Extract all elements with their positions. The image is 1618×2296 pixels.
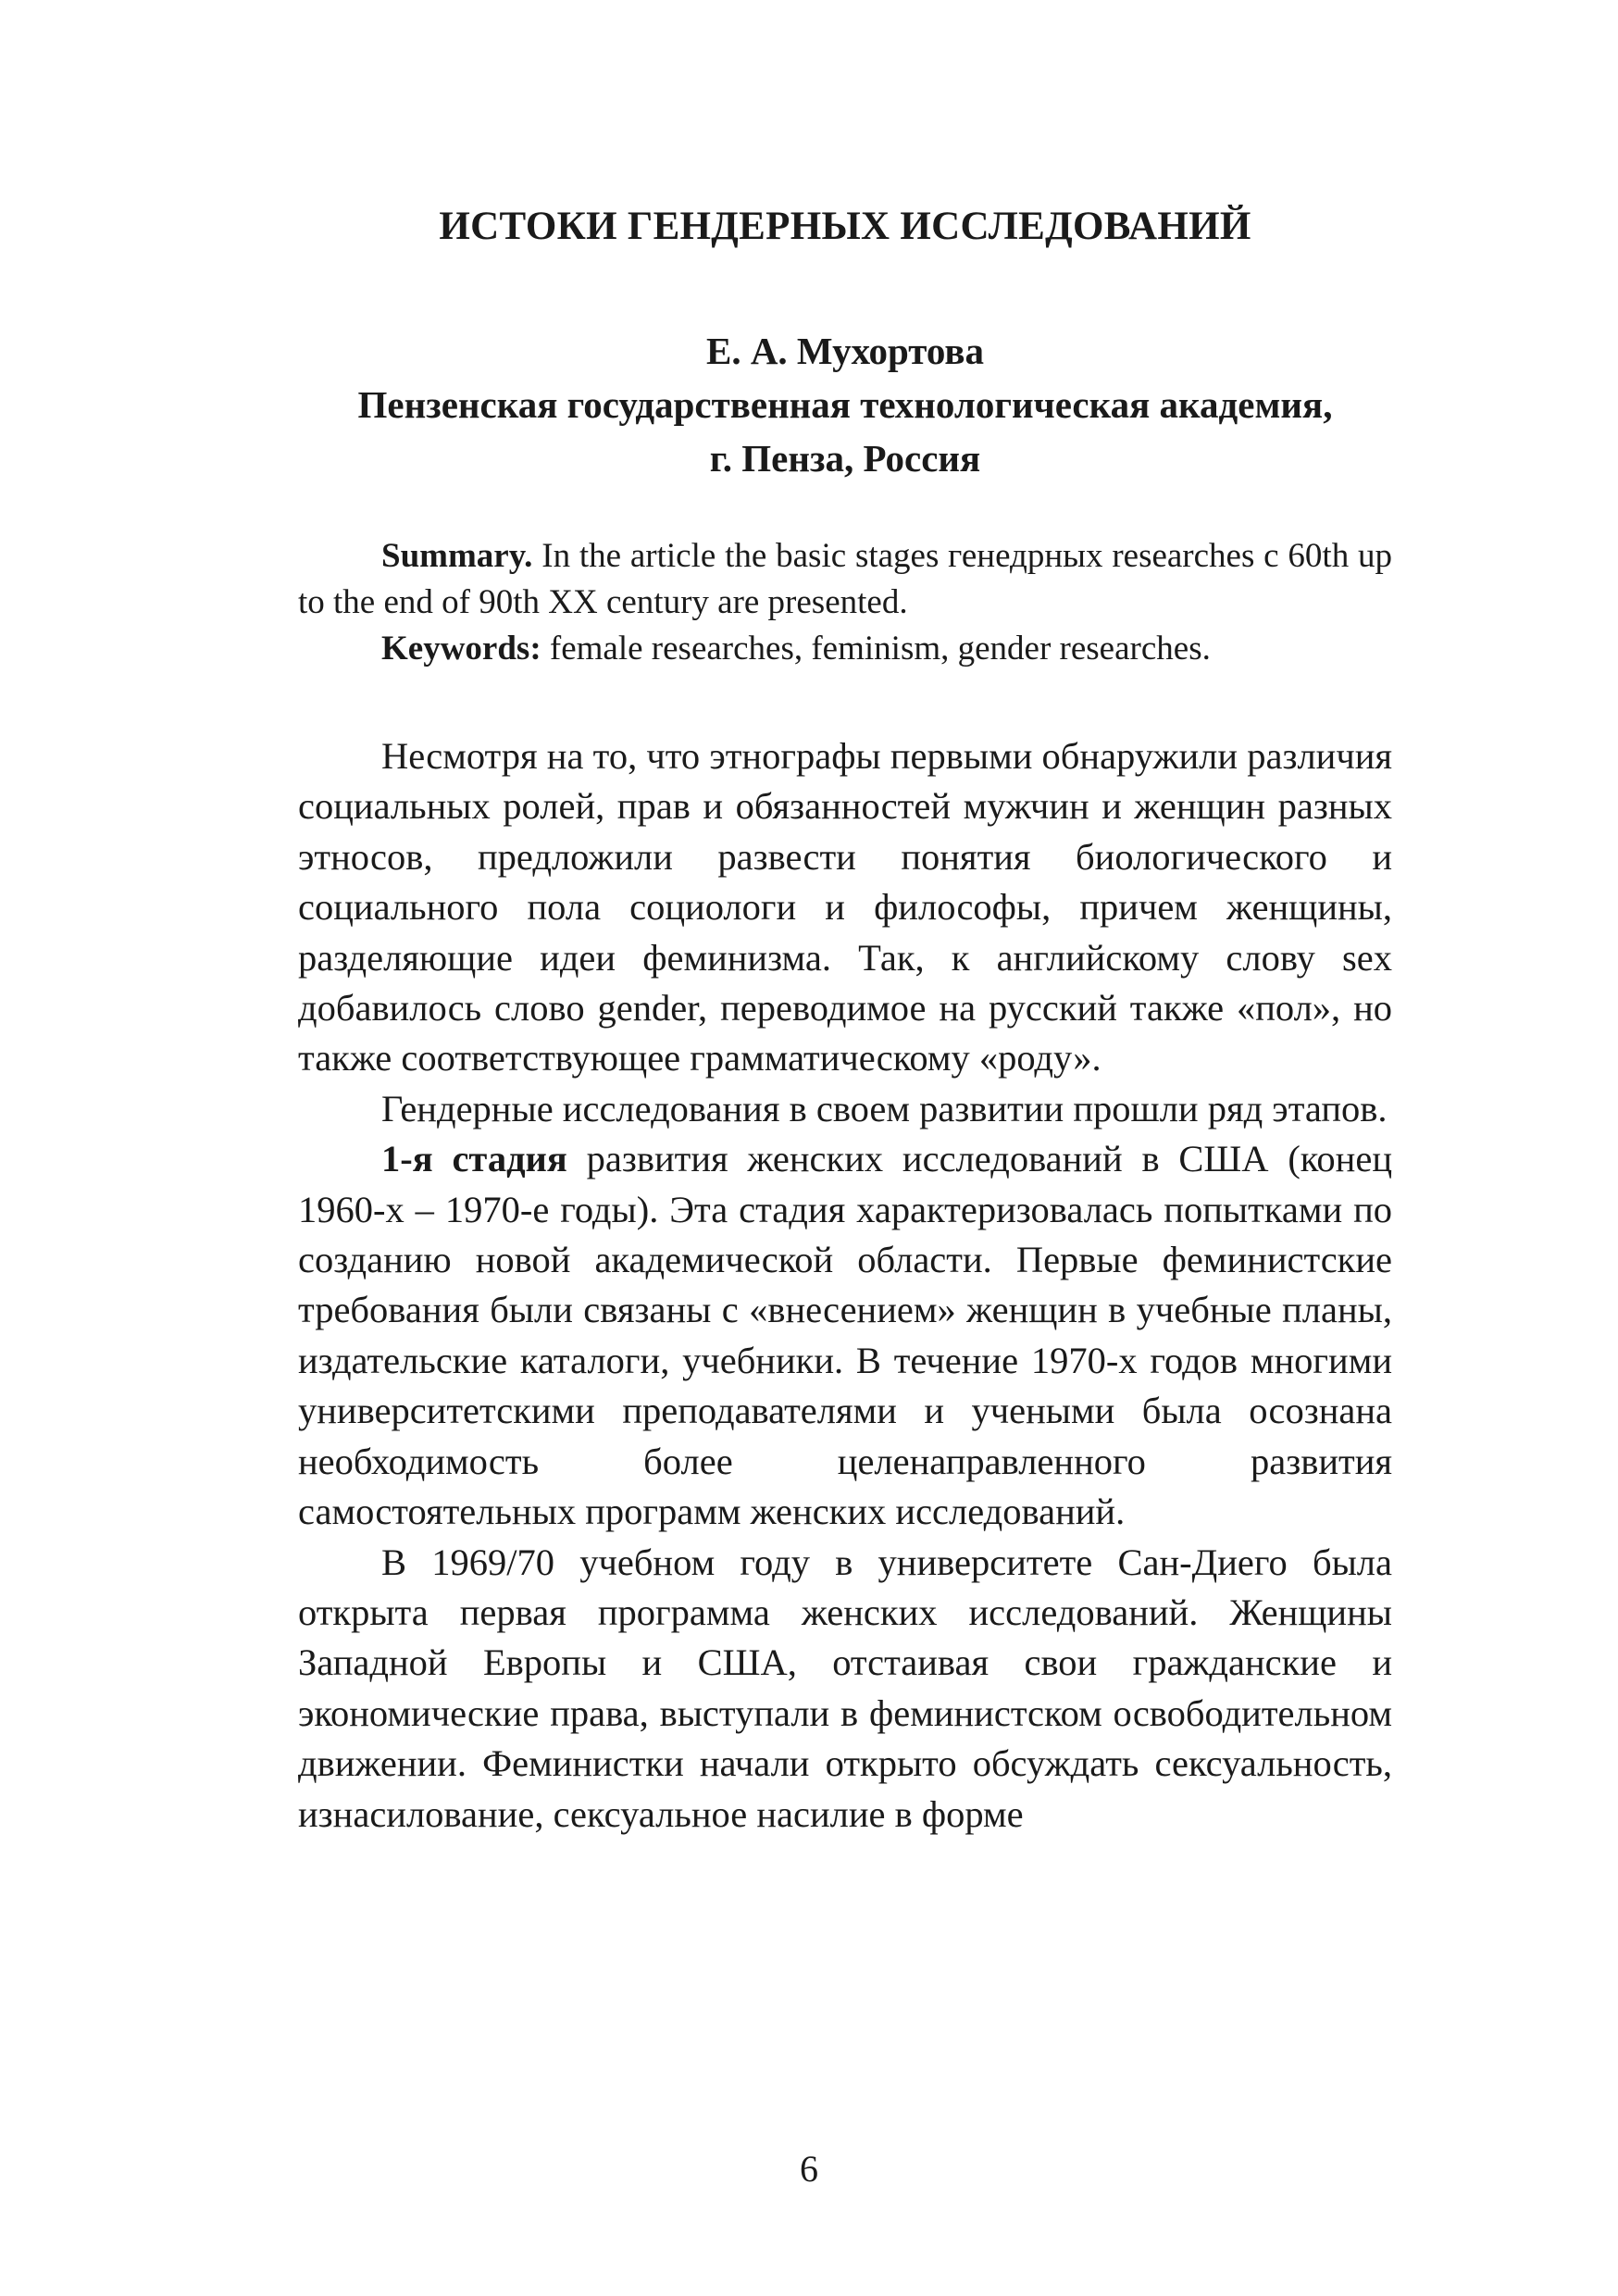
stage-heading: 1-я стадия: [381, 1138, 567, 1180]
body-paragraph-4: В 1969/70 учебном году в университете Сан-Диего была открыта первая программа женских исследований. Женщины Западной Европы и США, отстаивая свои гражданские и экономические права, выступали в феминистском освободительном движении. Феминистки начали открыто обсуждать сексуальность, изнасилование, сексуальное насилие в форме: [298, 1541, 1392, 1835]
article-body: [298, 731, 1392, 1840]
article-title: ИСТОКИ ГЕНДЕРНЫХ ИССЛЕДОВАНИЙ: [439, 205, 1251, 248]
body-paragraph-3: [298, 1134, 1392, 1537]
summary-label: Summary.: [381, 537, 533, 575]
author-name: Е. А. Мухортова: [705, 330, 985, 372]
summary-paragraph: [298, 533, 1392, 626]
author-block: [298, 324, 1392, 485]
author-location: г. Пенза, Россия: [709, 437, 981, 480]
page-number: 6: [800, 2148, 818, 2190]
keywords-paragraph: [298, 626, 1392, 672]
author-affiliation: Пензенская государственная технологическая академия,: [357, 383, 1333, 426]
summary-text: In the article the basic stages генедрных researches с 60th up to the end of 90th XX century are presented.: [298, 537, 1392, 621]
keywords-text: female researches, feminism, gender researches.: [541, 630, 1211, 668]
keywords-label: Keywords:: [381, 630, 541, 668]
body-paragraph-3-text: развития женских исследований в США (конец 1960-х – 1970-е годы). Эта стадия характеризовалась попытками по созданию новой академической области. Первые феминистские требования были связаны с «внесением» женщин в учебные планы, издательские каталоги, учебники. В течение 1970-х годов многими университетскими преподавателями и учеными была осознана необходимость более целенаправленного развития самостоятельных программ женских исследований.: [298, 1138, 1392, 1533]
body-paragraph-2: Гендерные исследования в своем развитии прошли ряд этапов.: [381, 1087, 1388, 1129]
summary-section: [298, 533, 1392, 672]
article-page: [298, 202, 1392, 2296]
body-paragraph-1: Несмотря на то, что этнографы первыми обнаружили различия социальных ролей, прав и обязанностей мужчин и женщин разных этносов, предложили развести понятия биологического и социального пола социологи и философы, причем женщины, разделяющие идеи феминизма. Так, к английскому слову sex добавилось слово gender, переводимое на русский также «пол», но также соответствующее грамматическому «роду».: [298, 735, 1392, 1079]
